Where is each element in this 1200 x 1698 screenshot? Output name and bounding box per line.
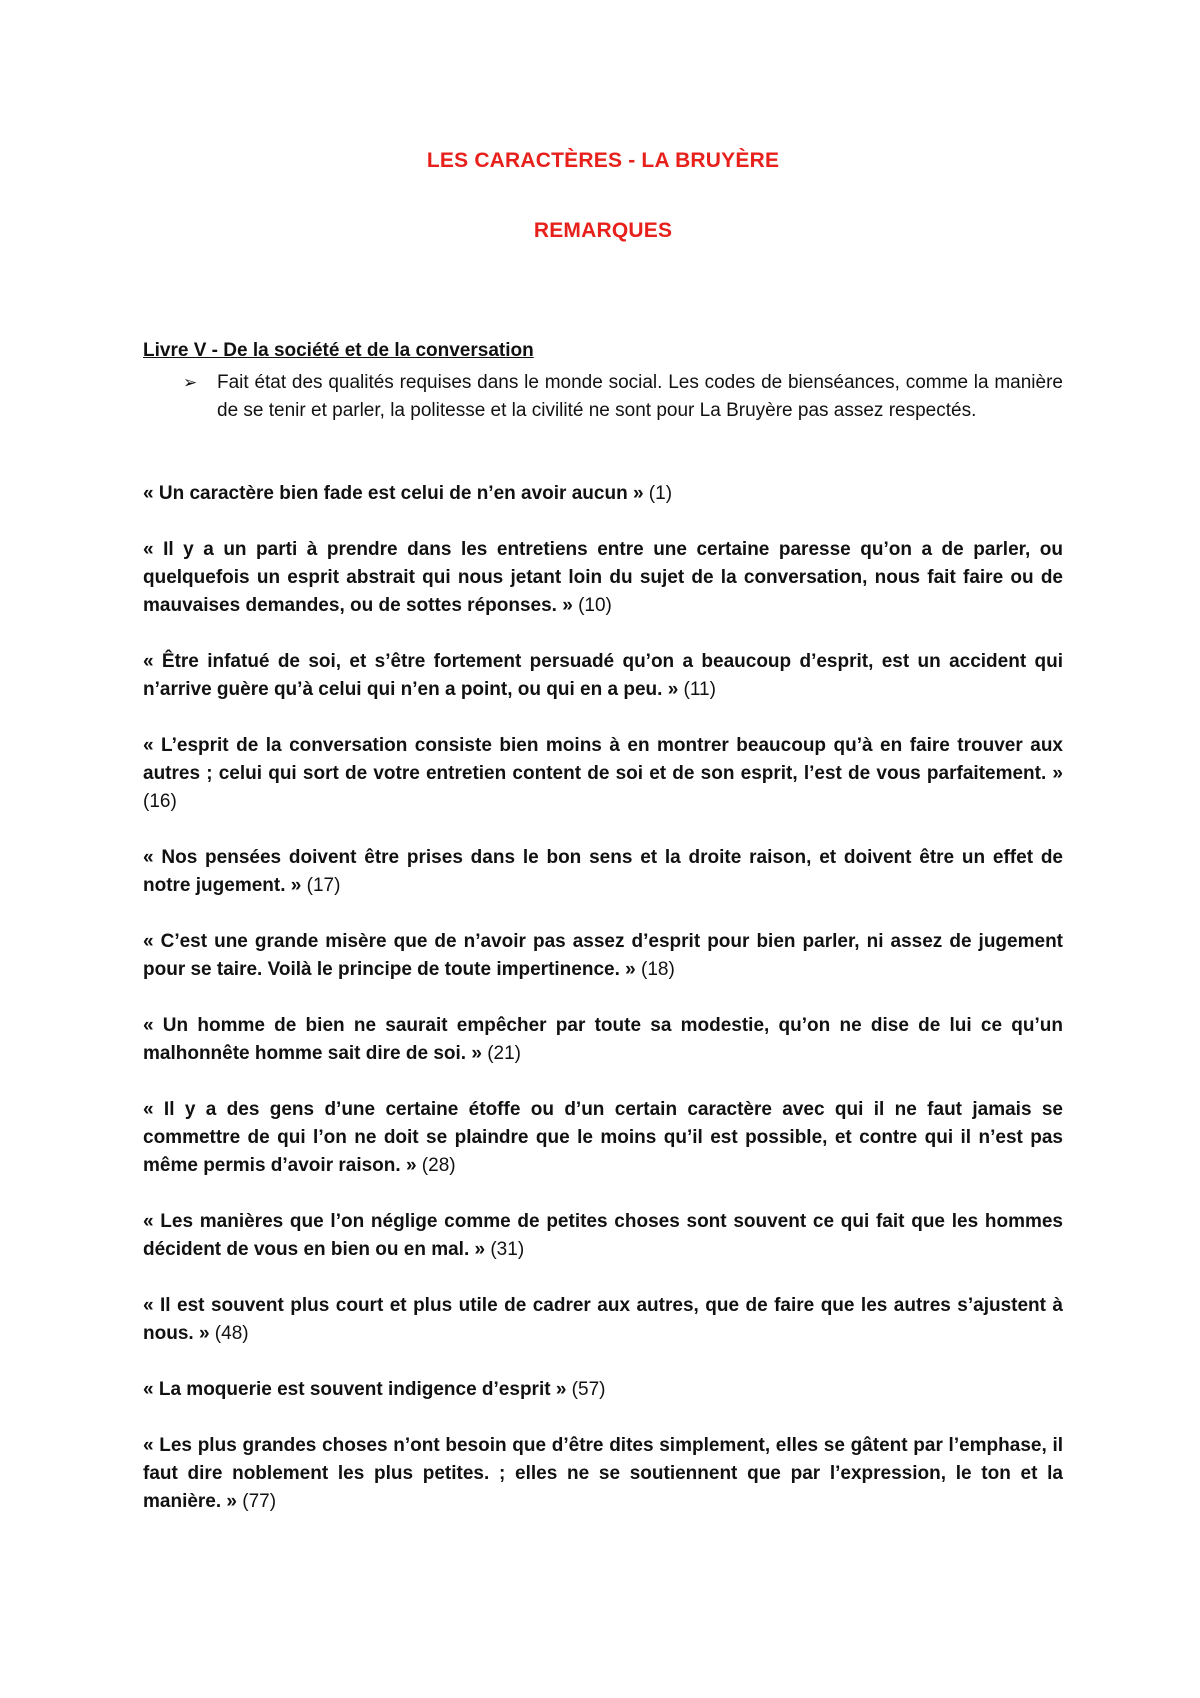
- quote-number: (18): [635, 959, 675, 980]
- arrow-bullet-icon: ➢: [183, 373, 198, 392]
- quote-paragraph: [143, 1012, 1063, 1068]
- bullet-text: Fait état des qualités requises dans le monde social. Les codes de bienséances, comme la manière de se tenir et parler, la politesse et la civilité ne sont pour La Bruyère pas assez respectés.: [217, 372, 1063, 421]
- quote-text: « Les plus grandes choses n’ont besoin que d’être dites simplement, elles se gâtent par l’emphase, il faut dire noblement les plus petites. ; elles ne se soutiennent que par l’expression, le ton et la manière. »: [143, 1435, 1063, 1512]
- quote-number: (11): [678, 679, 716, 700]
- quote-paragraph: [143, 844, 1063, 900]
- quote-number: (10): [572, 595, 612, 616]
- quote-number: (28): [416, 1155, 456, 1176]
- quote-number: (21): [481, 1043, 521, 1064]
- bullet-item: [183, 369, 1063, 425]
- document-subtitle: REMARQUES: [533, 219, 673, 242]
- quote-text: « C’est une grande misère que de n’avoir pas assez d’esprit pour bien parler, ni assez de jugement pour se taire. Voilà le principe de toute impertinence. »: [143, 931, 1063, 980]
- quote-text: « Il y a un parti à prendre dans les entretiens entre une certaine paresse qu’on a de parler, ou quelquefois un esprit abstrait qui nous jetant loin du sujet de la conversation, nous fait faire ou de mauvaises demandes, ou de sottes réponses. »: [143, 539, 1063, 616]
- quote-number: (57): [566, 1379, 606, 1400]
- quote-paragraph: [143, 1432, 1063, 1516]
- quote-list: [143, 480, 1063, 1544]
- quote-number: (48): [209, 1323, 249, 1344]
- quote-paragraph: [143, 1096, 1063, 1180]
- section-heading: Livre V - De la société et de la conversation: [143, 340, 534, 361]
- document-title: LES CARACTÈRES - LA BRUYÈRE: [426, 149, 780, 172]
- quote-paragraph: [143, 928, 1063, 984]
- quote-paragraph: [143, 1376, 1063, 1404]
- quote-text: « Un caractère bien fade est celui de n’en avoir aucun »: [143, 483, 644, 504]
- quote-paragraph: [143, 1208, 1063, 1264]
- quote-text: « L’esprit de la conversation consiste bien moins à en montrer beaucoup qu’à en faire trouver aux autres ; celui qui sort de votre entretien content de soi et de son esprit, l’est de vous parfaitement. »: [143, 735, 1063, 784]
- quote-paragraph: [143, 732, 1063, 816]
- quote-text: « Nos pensées doivent être prises dans le bon sens et la droite raison, et doivent être un effet de notre jugement. »: [143, 847, 1063, 896]
- quote-number: (31): [485, 1239, 525, 1260]
- quote-text: « Un homme de bien ne saurait empêcher par toute sa modestie, qu’on ne dise de lui ce qu’un malhonnête homme sait dire de soi. »: [143, 1015, 1063, 1064]
- quote-text: « La moquerie est souvent indigence d’esprit »: [143, 1379, 567, 1400]
- quote-text: « Les manières que l’on néglige comme de petites choses sont souvent ce qui fait que les hommes décident de vous en bien ou en mal. »: [143, 1211, 1063, 1260]
- quote-number: (16): [143, 791, 177, 812]
- quote-text: « Il est souvent plus court et plus utile de cadrer aux autres, que de faire que les autres s’ajustent à nous. »: [143, 1295, 1063, 1344]
- quote-paragraph: [143, 648, 1063, 704]
- quote-paragraph: [143, 480, 1063, 508]
- quote-text: « Être infatué de soi, et s’être fortement persuadé qu’on a beaucoup d’esprit, est un accident qui n’arrive guère qu’à celui qui n’en a point, ou qui en a peu. »: [143, 651, 1063, 700]
- quote-number: (17): [301, 875, 341, 896]
- quote-paragraph: [143, 536, 1063, 620]
- quote-text: « Il y a des gens d’une certaine étoffe ou d’un certain caractère avec qui il ne faut jamais se commettre de qui l’on ne doit se plaindre que le moins qu’il est possible, et contre qui il n’est pas même permis d’avoir raison. »: [143, 1099, 1063, 1176]
- quote-number: (77): [237, 1491, 277, 1512]
- quote-number: (1): [643, 483, 673, 504]
- quote-paragraph: [143, 1292, 1063, 1348]
